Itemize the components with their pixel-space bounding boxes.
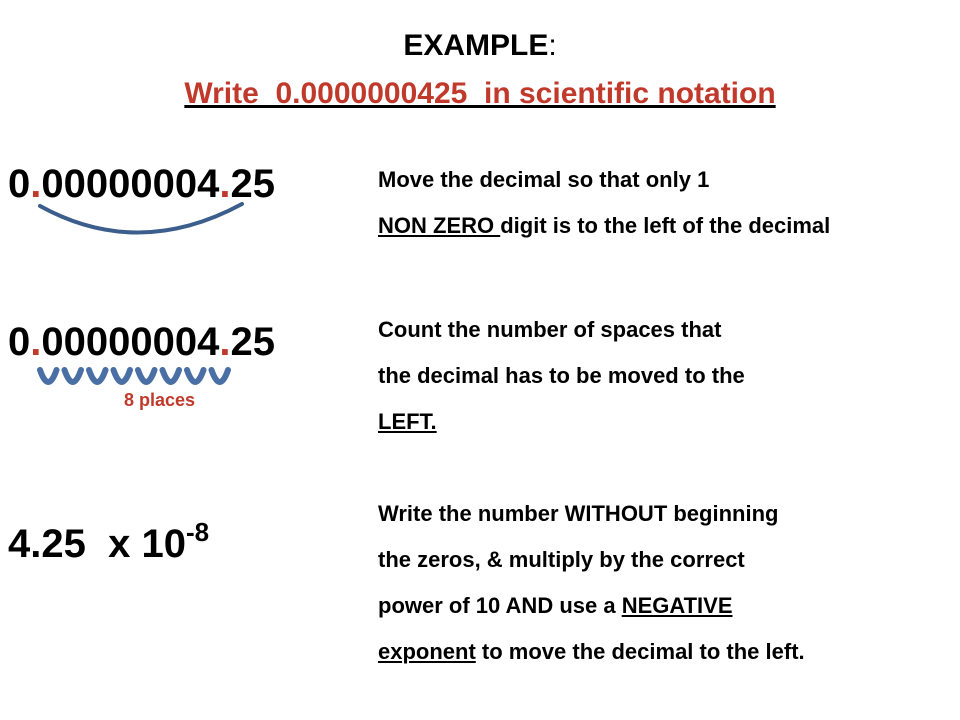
step2-number-lead: 0 (8, 320, 31, 364)
left-text: LEFT. (378, 409, 437, 434)
step1-number-lead: 0 (8, 162, 31, 206)
step1-line2-rest: digit is to the left of the decimal (500, 213, 831, 238)
step2-number-tail: 25 (230, 320, 275, 364)
step2-line1: Count the number of spaces that (378, 317, 722, 342)
hop-arc (187, 370, 204, 382)
task-text: Write 0.0000000425 in scientific notation (184, 77, 776, 110)
step1-line1: Move the decimal so that only 1 (378, 167, 710, 192)
step1-number-tail: 25 (230, 162, 275, 206)
step3-line4-rest: to move the decimal to the left. (475, 639, 805, 664)
step3-line3 (378, 592, 733, 620)
hop-arc (212, 370, 229, 382)
step3-line4 (378, 638, 805, 666)
step3-line2: the zeros, & multiply by the correct (378, 547, 745, 572)
example-colon: : (548, 29, 557, 62)
negative-text: NEGATIVE (621, 593, 733, 618)
hop-arc (163, 370, 180, 382)
step2-new-decimal-point: . (219, 320, 231, 364)
step3-line3-pre: power of 10 AND use a (378, 593, 622, 618)
result-times: x (108, 522, 131, 566)
step2-line3 (378, 408, 437, 436)
places-label: 8 places (124, 390, 196, 410)
hop-arc (65, 370, 82, 382)
example-label: EXAMPLE (403, 29, 549, 62)
step3-line1: Write the number WITHOUT beginning (378, 501, 779, 526)
result-coefficient: 4.25 (8, 522, 86, 566)
hop-arc (138, 370, 155, 382)
non-zero-text: NON ZERO (378, 213, 501, 238)
step2-line2: the decimal has to be moved to the (378, 363, 745, 388)
step1-new-decimal-point: . (219, 162, 231, 206)
exponent-text: exponent (378, 639, 476, 664)
result-base: 10 (141, 522, 186, 566)
step1-old-decimal-point: . (30, 162, 42, 206)
hop-arc (89, 370, 106, 382)
hop-arc (40, 370, 57, 382)
hop-arc (114, 370, 131, 382)
step1-number-middle: 00000004 (41, 162, 220, 206)
result-exponent: -8 (185, 517, 210, 547)
scientific-result (8, 517, 210, 572)
step2-old-decimal-point: . (30, 320, 42, 364)
step2-number-middle: 00000004 (41, 320, 220, 364)
